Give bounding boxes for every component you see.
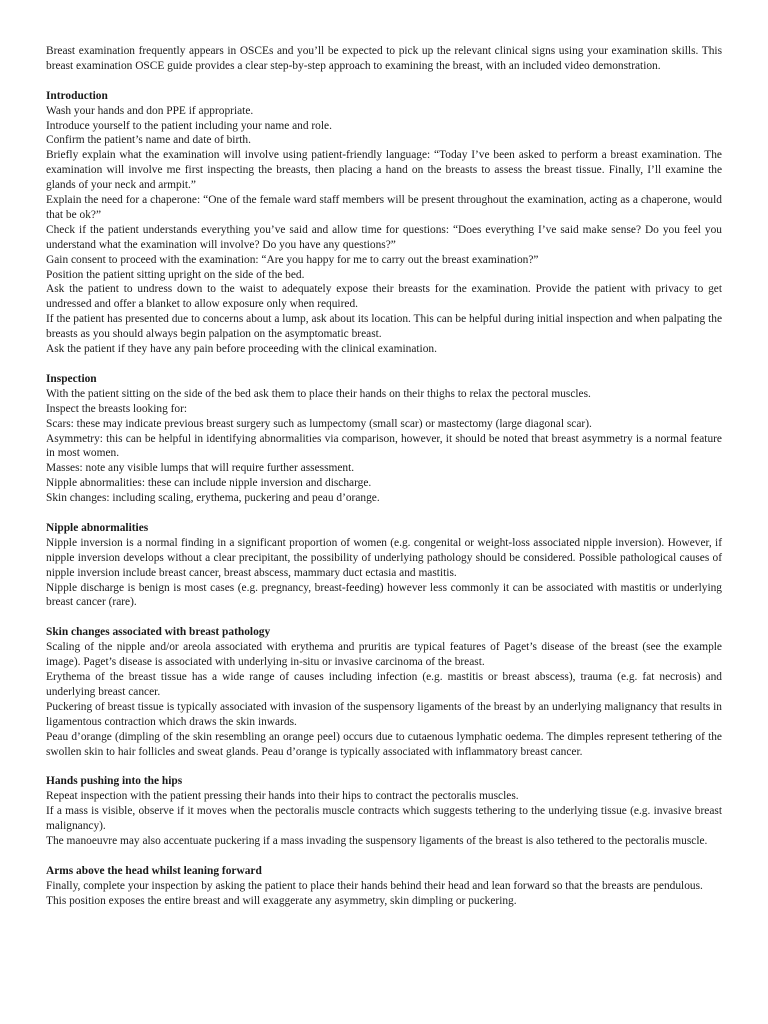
paragraph: Scaling of the nipple and/or areola associated with erythema and pruritis are typical features of Paget’s disease of the breast (see the example image). Paget’s disease is associated with underlying in-situ or invasive carcinoma of the breast. [46,641,722,669]
paragraph: Scars: these may indicate previous breast surgery such as lumpectomy (small scar) or mastectomy (large diagonal scar). [46,417,592,430]
section-arms-above-head [46,864,722,909]
section-heading: Arms above the head whilst leaning forward [46,864,262,877]
section-heading: Inspection [46,372,97,385]
paragraph: Peau d’orange (dimpling of the skin resembling an orange peel) occurs due to cutaenous lymphatic oedema. The dimples represent tethering of the swollen skin to hair follicles and sweat glands. Peau d’orange is typically associated with inflammatory breast cancer. [46,730,722,758]
intro-paragraph: Breast examination frequently appears in OSCEs and you’ll be expected to pick up the relevant clinical signs using your examination skills. This breast examination OSCE guide provides a clear step-by-step approach to examining the breast, with an included video demonstration. [46,45,722,72]
paragraph: The manoeuvre may also accentuate puckering if a mass invading the suspensory ligaments of the breast is also tethered to the pectoralis muscle. [46,834,708,847]
section-hands-pushing-into-hips [46,774,722,849]
paragraph: Briefly explain what the examination will involve using patient-friendly language: “Today I’ve been asked to perform a breast examination. The examination will involve me first inspecting the breasts, then placing a hand on the breasts to assess the breast tissue. Finally, I’ll examine the glands of your neck and armpit.” [46,149,722,192]
paragraph: Check if the patient understands everything you’ve said and allow time for questions: “Does everything I’ve said make sense? Do you feel you understand what the examination will involve? Do you have any questions?” [46,223,722,251]
paragraph: Ask the patient to undress down to the waist to adequately expose their breasts for the examination. Provide the patient with privacy to get undressed and offer a blanket to allow exposure only when required. [46,283,722,311]
paragraph: Nipple inversion is a normal finding in a significant proportion of women (e.g. congenital or weight-loss associated nipple inversion). However, if nipple inversion develops without a clear precipitant, the possibility of underlying pathology should be considered. Possible pathological causes of nipple inversion include breast cancer, breast abscess, mammary duct ectasia and mastitis. [46,536,722,579]
paragraph: Erythema of the breast tissue has a wide range of causes including infection (e.g. mastitis or breast abscess), trauma (e.g. fat necrosis) and underlying breast cancer. [46,671,722,698]
paragraph: Finally, complete your inspection by asking the patient to place their hands behind their head and lean forward so that the breasts are pendulous. [46,879,703,892]
document-page [46,44,722,908]
section-heading: Hands pushing into the hips [46,775,183,788]
paragraph: Nipple discharge is benign is most cases (e.g. pregnancy, breast-feeding) however less commonly it can be associated with mastitis or underlying breast cancer (rare). [46,581,722,609]
paragraph: Asymmetry: this can be helpful in identifying abnormalities via comparison, however, it should be noted that breast asymmetry is a normal feature in most women. [46,432,722,460]
paragraph: Puckering of breast tissue is typically associated with invasion of the suspensory ligaments of the breast by an underlying malignancy that results in ligamentous contraction which draws the skin inwards. [46,700,722,728]
section-skin-changes [46,625,722,759]
paragraph: Inspect the breasts looking for: [46,402,188,415]
paragraph: This position exposes the entire breast and will exaggerate any asymmetry, skin dimpling or puckering. [46,894,517,907]
section-nipple-abnormalities [46,521,722,610]
paragraph: Confirm the patient’s name and date of birth. [46,134,251,147]
paragraph: Masses: note any visible lumps that will require further assessment. [46,462,355,475]
section-heading: Skin changes associated with breast pathology [46,626,271,639]
paragraph: If the patient has presented due to concerns about a lump, ask about its location. This can be helpful during initial inspection and when palpating the breasts as you should always begin palpation on the asymptomatic breast. [46,313,722,341]
section-introduction [46,89,722,357]
paragraph: Position the patient sitting upright on the side of the bed. [46,268,305,281]
paragraph: Explain the need for a chaperone: “One of the female ward staff members will be present throughout the examination, acting as a chaperone, would that be ok?” [46,194,722,221]
section-heading: Nipple abnormalities [46,521,149,534]
paragraph: Ask the patient if they have any pain before proceeding with the clinical examination. [46,343,437,356]
paragraph: If a mass is visible, observe if it moves when the pectoralis muscle contracts which suggests tethering to the underlying tissue (e.g. invasive breast malignancy). [46,805,722,833]
paragraph: Wash your hands and don PPE if appropriate. [46,104,254,117]
paragraph: Skin changes: including scaling, erythema, puckering and peau d’orange. [46,492,380,505]
section-inspection [46,372,722,506]
paragraph: With the patient sitting on the side of the bed ask them to place their hands on their thighs to relax the pectoral muscles. [46,387,591,400]
paragraph: Introduce yourself to the patient including your name and role. [46,119,332,132]
section-heading: Introduction [46,89,108,102]
paragraph: Nipple abnormalities: these can include nipple inversion and discharge. [46,477,372,490]
paragraph: Gain consent to proceed with the examination: “Are you happy for me to carry out the breast examination?” [46,253,539,266]
paragraph: Repeat inspection with the patient pressing their hands into their hips to contract the pectoralis muscles. [46,790,519,803]
